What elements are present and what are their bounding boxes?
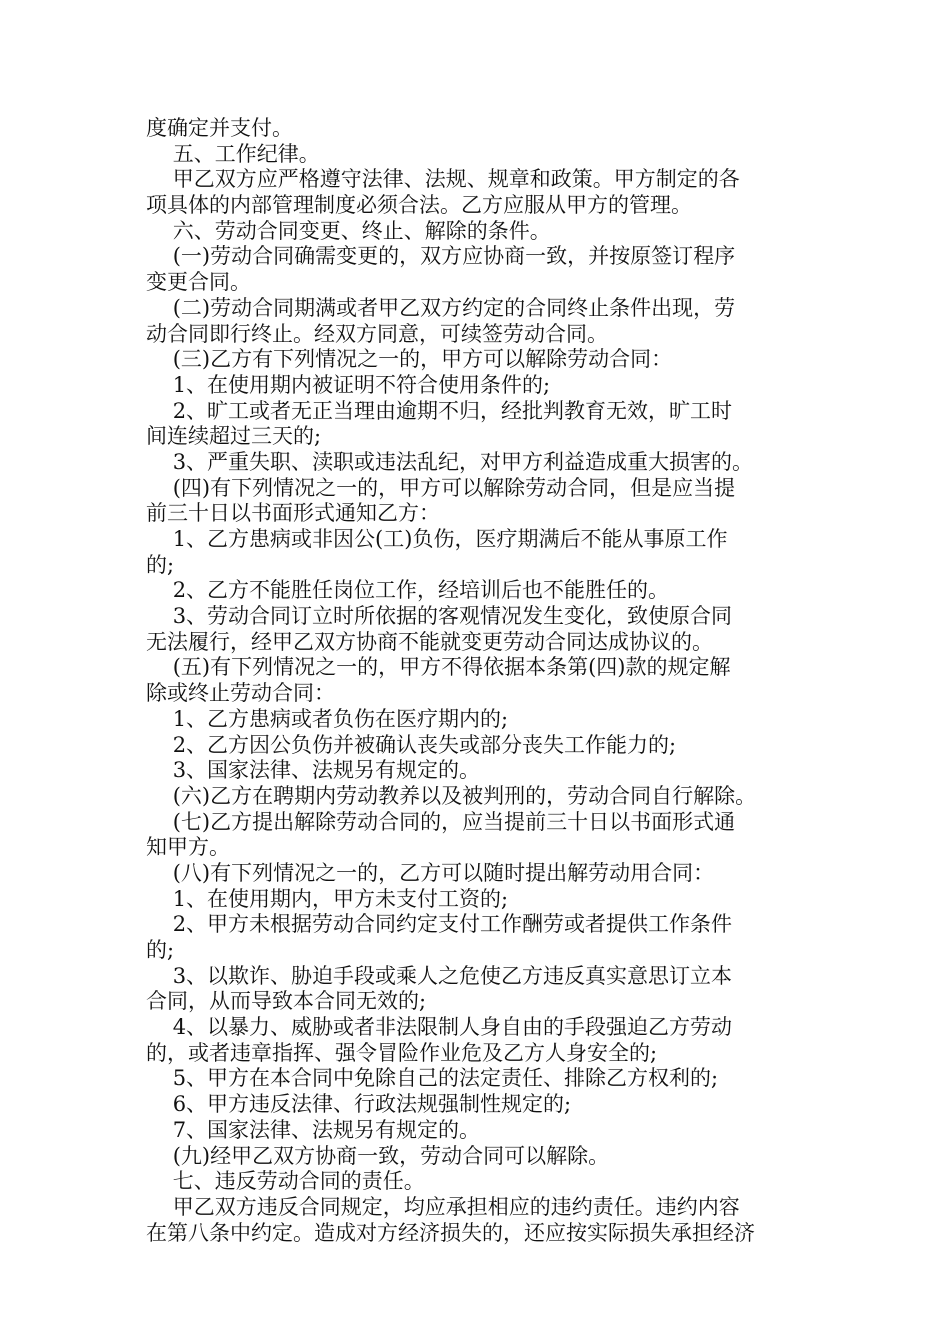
document-body [146,116,818,1246]
text-line: (五)有下列情况之一的，甲方不得依据本条第(四)款的规定解 [146,655,731,680]
text-line: 1、在使用期内被证明不符合使用条件的; [146,372,551,397]
text-line: (一)劳动合同确需变更的，双方应协商一致，并按原签订程序 [146,244,736,269]
text-line: 2、旷工或者无正当理由逾期不归，经批判教育无效，旷工时 [146,398,733,423]
text-line: 六、劳动合同变更、终止、解除的条件。 [146,218,551,243]
text-line: 3、劳动合同订立时所依据的客观情况发生变化，致使原合同 [146,604,733,629]
text-line: (二)劳动合同期满或者甲乙双方约定的合同终止条件出现，劳 [146,295,736,320]
text-line: 的; [146,938,175,962]
text-line: 3、以欺诈、胁迫手段或乘人之危使乙方违反真实意思订立本 [146,963,733,988]
text-line: 3、严重失职、渎职或违法乱纪，对甲方利益造成重大损害的。 [146,449,754,474]
text-line: 无法履行，经甲乙双方协商不能就变更劳动合同达成协议的。 [146,629,713,654]
text-line: (七)乙方提出解除劳动合同的，应当提前三十日以书面形式通 [146,809,736,834]
text-line: 前三十日以书面形式通知乙方： [146,501,440,526]
text-line: 7、国家法律、法规另有规定的。 [146,1117,481,1142]
text-line: 在第八条中约定。造成对方经济损失的，还应按实际损失承担经济 [146,1220,755,1245]
text-line: 3、国家法律、法规另有规定的。 [146,758,481,783]
text-line: 的; [146,552,175,577]
text-line: 的，或者违章指挥、强令冒险作业危及乙方人身安全的; [146,1040,658,1065]
text-line: 动合同即行终止。经双方同意，可续签劳动合同。 [146,321,608,346]
text-line: 甲乙双方应严格遵守法律、法规、规章和政策。甲方制定的各 [146,167,740,192]
text-line: (九)经甲乙双方协商一致，劳动合同可以解除。 [146,1143,610,1168]
text-line: 4、以暴力、威胁或者非法限制人身自由的手段强迫乙方劳动 [146,1015,733,1040]
text-line: 除或终止劳动合同： [146,681,335,706]
text-line: (六)乙方在聘期内劳动教养以及被判刑的，劳动合同自行解除。 [146,783,757,808]
text-line: 甲乙双方违反合同规定，均应承担相应的违约责任。违约内容 [146,1194,740,1219]
text-line: 合同，从而导致本合同无效的; [146,989,427,1014]
text-line: 2、乙方不能胜任岗位工作，经培训后也不能胜任的。 [146,578,670,603]
text-line: 五、工作纪律。 [146,141,320,166]
text-line: 1、乙方患病或者负伤在医疗期内的; [146,706,509,731]
text-line: 2、乙方因公负伤并被确认丧失或部分丧失工作能力的; [146,732,677,757]
text-line: (三)乙方有下列情况之一的，甲方可以解除劳动合同： [146,347,673,372]
text-line: (四)有下列情况之一的，甲方可以解除劳动合同，但是应当提 [146,475,736,500]
text-line: 度确定并支付。 [146,116,293,140]
text-line: 5、甲方在本合同中免除自己的法定责任、排除乙方权利的; [146,1066,719,1091]
text-line: 变更合同。 [146,270,251,295]
text-line: (八)有下列情况之一的，乙方可以随时提出解劳动用合同： [146,860,715,885]
text-line: 1、乙方患病或非因公(工)负伤，医疗期满后不能从事原工作 [146,527,728,551]
text-line: 间连续超过三天的; [146,424,322,449]
text-line: 2、甲方未根据劳动合同约定支付工作酬劳或者提供工作条件 [146,912,733,937]
text-line: 6、甲方违反法律、行政法规强制性规定的; [146,1092,572,1117]
text-line: 七、违反劳动合同的责任。 [146,1169,425,1194]
text-line: 1、在使用期内，甲方未支付工资的; [146,886,509,911]
text-line: 知甲方。 [146,835,230,860]
text-line: 项具体的内部管理制度必须合法。乙方应服从甲方的管理。 [146,193,692,218]
